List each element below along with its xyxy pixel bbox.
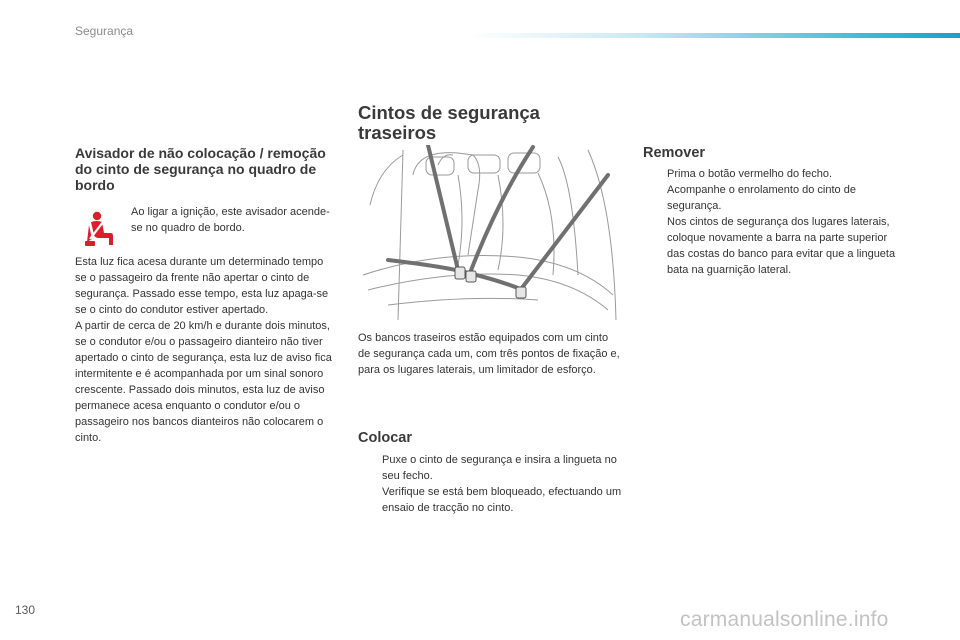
fasten-heading: Colocar <box>358 430 412 446</box>
warning-light-heading: Avisador de não colocação / remoção do cinto de segurança no quadro de bordo <box>75 145 326 193</box>
rear-seats-illustration <box>358 145 620 320</box>
list-item: Nos cintos de segurança dos lugares laterais, coloque novamente a barra na parte superior das costas do banco para evitar que a lingueta bata na guarnição lateral. <box>667 216 896 276</box>
paragraph-daytime: Esta luz fica acesa durante um determinado tempo se o passageiro da frente não apertar o cinto de segurança. Passado esse tempo, esta luz apaga-se se o cinto do condutor estiver apertado. <box>75 256 329 316</box>
section-label: Segurança <box>75 24 134 38</box>
paragraph-speed: A partir de cerca de 20 km/h e durante dois minutos, se o condutor e/ou o passageiro dianteiro não tiver apertado o cinto de segurança, esta luz de aviso fica intermitente e é acompanhada por um sinal sonoro crescente. Passado dois minutos, esta luz de aviso permanece acesa enquanto o condutor e/ou o passageiro nos bancos dianteiros não colocarem o cinto. <box>75 320 332 444</box>
unfasten-list <box>643 166 903 278</box>
list-item: Puxe o cinto de segurança e insira a lingueta no seu fecho. <box>382 454 617 482</box>
left-body <box>75 254 337 446</box>
page-number: 130 <box>15 603 36 617</box>
list-item: Acompanhe o enrolamento do cinto de segurança. <box>667 184 856 212</box>
page-title: Cintos de segurança traseiros <box>358 102 540 143</box>
header-bar <box>470 33 960 38</box>
list-item: Verifique se está bem bloqueado, efectuando um ensaio de tracção no cinto. <box>382 486 622 514</box>
unfasten-heading: Remover <box>643 145 706 161</box>
warning-description: Ao ligar a ignição, este avisador acende-se no quadro de bordo. <box>131 206 330 234</box>
list-item: Prima o botão vermelho do fecho. <box>667 168 833 180</box>
watermark: carmanualsonline.info <box>680 608 889 631</box>
rear-belts-description: Os bancos traseiros estão equipados com um cinto de segurança cada um, com três pontos de fixação e, para os lugares laterais, um limitador de esforço. <box>358 332 620 376</box>
seatbelt-warning-icon <box>84 211 116 247</box>
fasten-list <box>358 452 623 516</box>
